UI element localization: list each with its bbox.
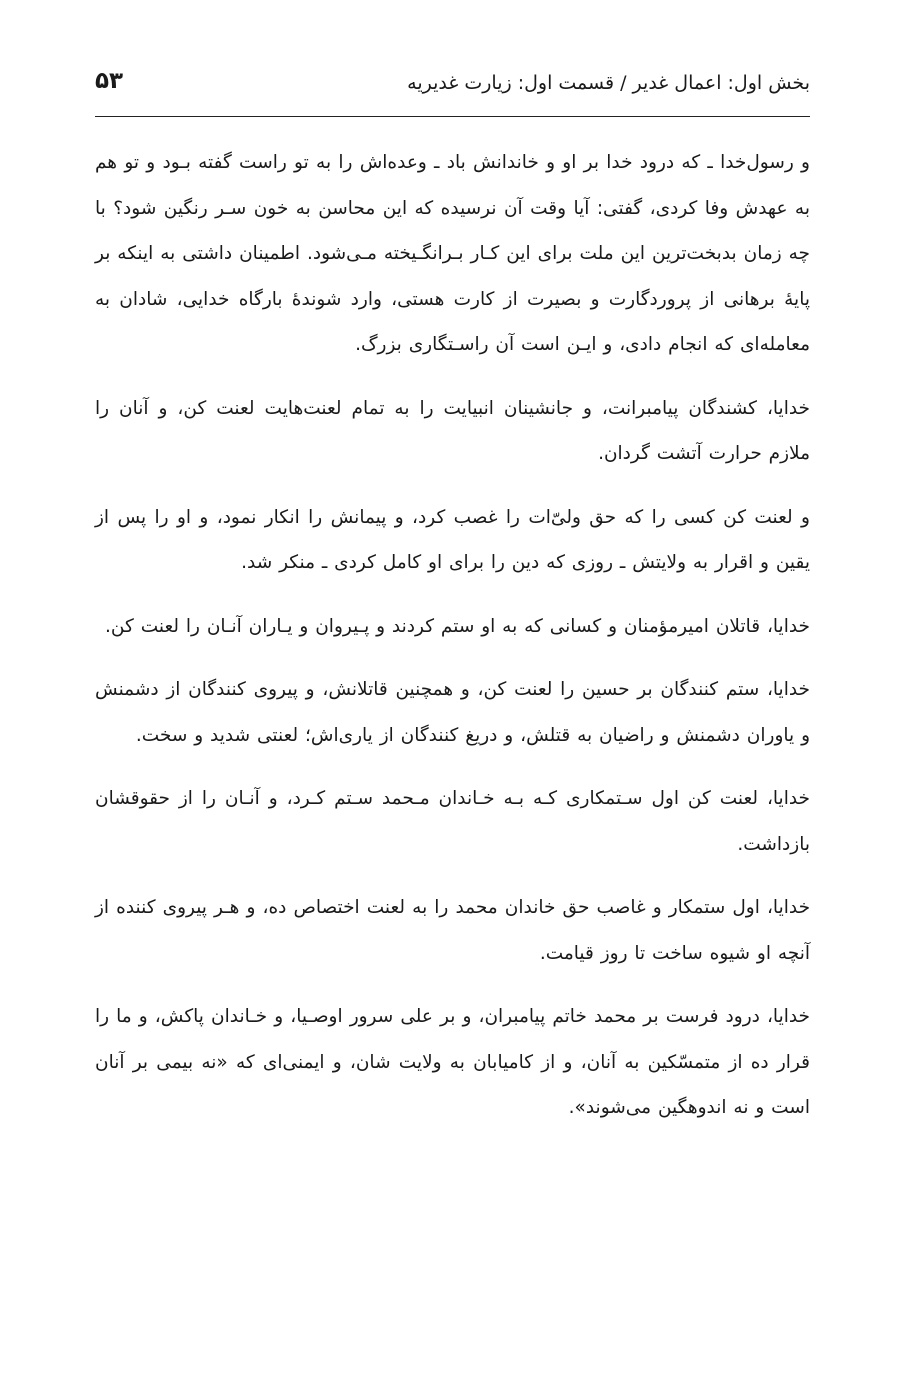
page-header xyxy=(95,66,810,110)
paragraph-2: خدایا، کشندگان پیامبرانت، و جانشینان انبیایت را به تمام لعنت‌هایت لعنت کن، و آنان را ملازم حرارت آتشت گردان. xyxy=(95,397,810,464)
paragraph-3: و لعنت کن کسی را که حق ولیّ‌ات را غصب کرد، و پیمانش را انکار نمود، و او را پس از یقین و اقرار به ولایتش ـ روزی که دین را برای او کامل کردی ـ منکر شد. xyxy=(95,506,810,573)
paragraph-1: و رسول‌خدا ـ که درود خدا بر او و خاندانش باد ـ وعده‌اش را به تو راست گفته بـود و تو هم به عهدش وفا کردی، گفتی: آیا وقت آن نرسیده که این محاسن به خون سـر رنگین شود؟ با چه زمان بدبخت‌ترین این ملت برای این کـار بـرانگـیخته مـی‌شود. اطمینان داشتی به اینکه بر پایهٔ برهانی از پروردگارت و بصیرت از کارت هستی، وارد شوندهٔ بارگاه خدایی، شادان به معامله‌ای که انجام دادی، و ایـن است آن راسـتگاری بزرگ. xyxy=(95,152,810,355)
paragraph-7: خدایا، اول ستمکار و غاصب حق خاندان محمد را به لعنت اختصاص ده، و هـر پیروی کننده از آنچه او شیوه ساخت تا روز قیامت. xyxy=(95,897,810,964)
paragraph-5: خدایا، ستم کنندگان بر حسین را لعنت کن، و همچنین قاتلانش، و پیروی کنندگان از دشمنش و یاوران دشمنش و راضیان به قتلش، و دریغ کنندگان از یاری‌اش؛ لعنتی شدید و سخت. xyxy=(95,679,810,746)
running-title: بخش اول: اعمال غدیر / قسمت اول: زیارت غدیریه xyxy=(407,72,810,94)
paragraph-8: خدایا، درود فرست بر محمد خاتم پیامبران، و بر علی سرور اوصـیا، و خـاندان پاکش، و ما را قرار ده از متمسّکین به آنان، و از کامیابان به ولایت شان، و ایمنی‌ای که «نه بیمی بر آنان است و نه اندوهگین می‌شوند». xyxy=(95,1006,810,1118)
paragraph-6: خدایا، لعنت کن اول سـتمکاری کـه بـه خـاندان مـحمد سـتم کـرد، و آنـان را از حقوقشان بازداشت. xyxy=(95,788,810,855)
book-page xyxy=(95,0,810,1390)
header-divider xyxy=(95,116,810,117)
paragraph-4: خدایا، قاتلان امیرمؤمنان و کسانی که به او ستم کردند و پـیروان و یـاران آنـان را لعنت کن. xyxy=(105,615,810,637)
page-number: ۵۳ xyxy=(95,68,124,94)
body-text xyxy=(95,140,810,1149)
